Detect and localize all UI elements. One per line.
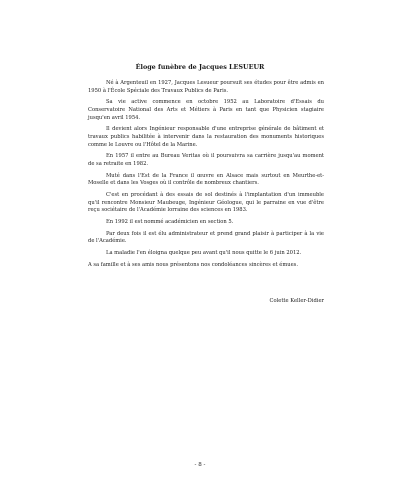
paragraph: Par deux fois il est élu administrateur et prend grand plaisir à participer à la vie de l'Académie. xyxy=(88,230,324,245)
paragraph: A sa famille et à ses amis nous présentons nos condoléances sincères et émues. xyxy=(88,261,298,268)
paragraph: Il devient alors Ingénieur responsable d'une entreprise générale de bâtiment et travaux publics habilitée à intervenir dans la restauration des monuments historiques comme le Louvre ou l'Hôtel de la Marine. xyxy=(88,126,324,148)
paragraph: C'est en procédant à des essais de sol destinés à l'implantation d'un immeuble qu'il rencontre Monsieur Maubeuge, Ingénieur Géologue, qui le parraine en vue d'être reçu sociétaire de l'Académie lorraine des sciences en 1983. xyxy=(88,192,324,214)
page-number: - 8 - xyxy=(194,462,206,468)
paragraph: En 1957 il entre au Bureau Veritas où il poursuivra sa carrière jusqu'au moment de sa retraite en 1982. xyxy=(88,153,324,167)
paragraph: La maladie l'en éloigna quelque peu avant qu'il nous quitte le 6 juin 2012. xyxy=(106,250,302,257)
paragraph: Muté dans l'Est de la France il œuvre en Alsace mais surtout en Meurthe-et-Moselle et dans les Vosges où il contrôle de nombreux chantiers. xyxy=(88,172,324,187)
document-body xyxy=(88,80,324,274)
paragraph: En 1992 il est nommé académicien en section 5. xyxy=(106,219,234,226)
signature: Colette Keller-Didier xyxy=(269,298,324,304)
paragraph: Né à Argenteuil en 1927, Jacques Lesueur poursuit ses études pour être admis en 1950 à l'École Spéciale des Travaux Publics de Paris. xyxy=(88,80,324,94)
document-title: Éloge funèbre de Jacques LESUEUR xyxy=(135,63,265,71)
paragraph: Sa vie active commence en octobre 1952 au Laboratoire d'Essais du Conservatoire National des Arts et Métiers à Paris en tant que Physicien stagiaire jusqu'en avril 1954. xyxy=(88,99,324,121)
